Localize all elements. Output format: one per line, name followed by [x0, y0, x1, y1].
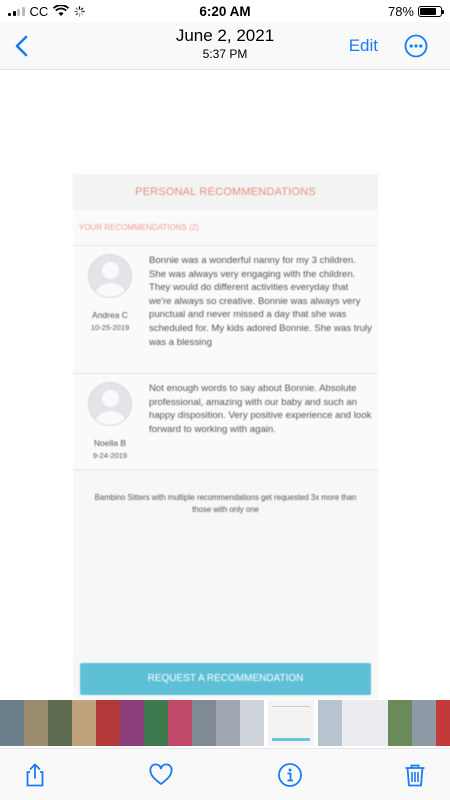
recommendation-text: Not enough words to say about Bonnie. Absolute professional, amazing with our baby and such an happy disposition. Very positive experience and look forward to working with again.: [149, 383, 372, 435]
edit-button[interactable]: Edit: [348, 36, 378, 55]
cellular-signal-icon: [8, 6, 25, 16]
heart-icon: [148, 762, 174, 788]
nav-title: [0, 26, 450, 61]
recommendation-date: 10-25-2019: [90, 323, 130, 332]
recommendation-text: Bonnie was a wonderful nanny for my 3 children. She was always very engaging with the children. They would do different activities everyday that we're always so creative. Bonnie was always very punctual and never missed a day that she was scheduled for. My kids adored Bonnie. She was truly was a blessing: [149, 255, 372, 348]
thumbnail-strip[interactable]: [0, 700, 450, 746]
share-button[interactable]: [22, 762, 48, 788]
recommendation-author: [79, 254, 141, 365]
thumbnail[interactable]: [120, 700, 144, 746]
doc-title: PERSONAL RECOMMENDATIONS: [73, 174, 378, 210]
thumbnail[interactable]: [192, 700, 216, 746]
thumbnail[interactable]: [24, 700, 48, 746]
thumbnail[interactable]: [96, 700, 120, 746]
favorite-button[interactable]: [148, 762, 174, 788]
thumbnail-preview: [268, 700, 314, 746]
nav-bar: [0, 22, 450, 70]
ellipsis-circle-icon: [404, 34, 428, 58]
share-icon: [22, 762, 48, 788]
wifi-icon: [53, 5, 69, 17]
delete-button[interactable]: [402, 762, 428, 788]
author-name: Andrea C: [92, 310, 128, 320]
battery-percent: 78%: [387, 3, 414, 19]
status-right: [388, 4, 442, 19]
status-bar: [0, 0, 450, 22]
doc-footer-note: Bambino Sitters with multiple recommendations get requested 3x more than those with only one: [94, 493, 357, 514]
avatar: [88, 382, 132, 426]
thumbnail[interactable]: [388, 700, 412, 746]
more-button[interactable]: [404, 34, 428, 58]
thumbnail[interactable]: [318, 700, 342, 746]
thumbnail-selected[interactable]: [264, 700, 318, 746]
thumbnail[interactable]: [168, 700, 192, 746]
photo-time: 5:37 PM: [202, 47, 248, 61]
doc-subtitle: YOUR RECOMMENDATIONS (2): [73, 210, 378, 246]
thumbnail[interactable]: [412, 700, 436, 746]
thumbnail[interactable]: [240, 700, 264, 746]
screenshot-image: [73, 174, 378, 699]
recommendation-item: [73, 374, 378, 470]
recommendation-item: [73, 246, 378, 374]
status-time: 6:20 AM: [199, 3, 251, 19]
activity-spinner-icon: [74, 6, 85, 17]
info-icon: [277, 762, 303, 788]
photo-viewer[interactable]: [0, 71, 450, 699]
trash-icon: [402, 762, 428, 788]
carrier-label: CC: [29, 3, 49, 19]
battery-icon: [418, 6, 442, 17]
thumbnail[interactable]: [342, 700, 388, 746]
avatar: [88, 254, 132, 298]
recommendation-author: [79, 382, 141, 461]
info-button[interactable]: [277, 762, 303, 788]
thumbnail[interactable]: [144, 700, 168, 746]
thumbnail[interactable]: [72, 700, 96, 746]
photo-date: June 2, 2021: [175, 26, 275, 45]
recommendation-date: 9-24-2019: [92, 451, 128, 460]
request-recommendation-button: REQUEST A RECOMMENDATION: [80, 663, 371, 695]
thumbnail[interactable]: [48, 700, 72, 746]
thumbnail[interactable]: [0, 700, 24, 746]
thumbnail[interactable]: [436, 700, 450, 746]
status-left: [8, 4, 388, 19]
author-name: Noella B: [93, 438, 127, 448]
bottom-toolbar: [0, 748, 450, 800]
thumbnail[interactable]: [216, 700, 240, 746]
